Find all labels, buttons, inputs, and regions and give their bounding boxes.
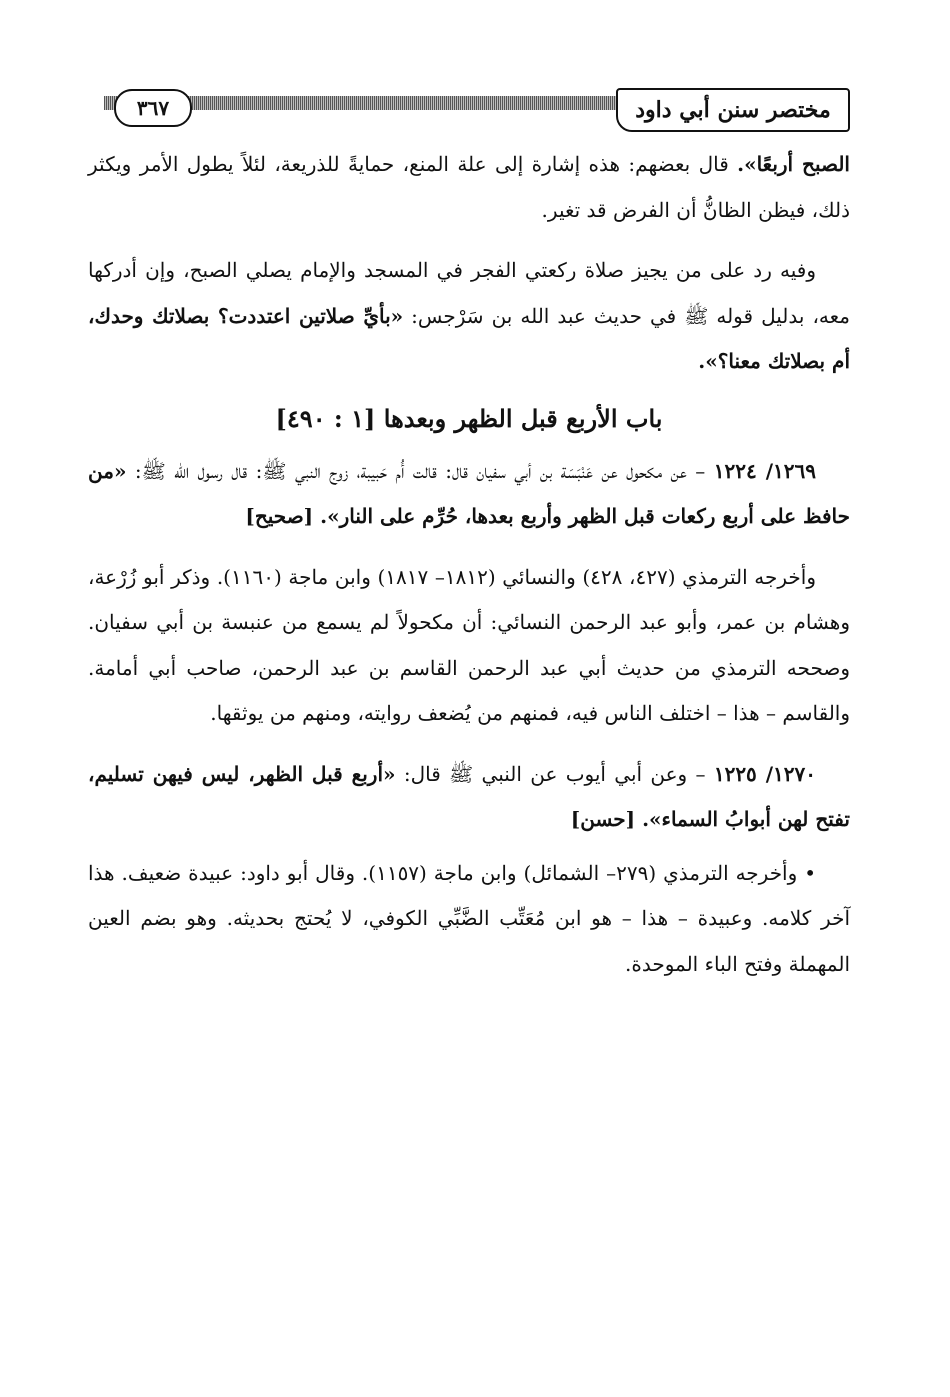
paragraph-commentary <box>88 248 850 385</box>
hadith-quote: «بأيِّ صلاتين اعتددت؟ بصلاتك وحدك، أم بصلاتك معنا؟». <box>88 303 850 373</box>
paragraph-continuation <box>88 142 850 233</box>
hadith-number: ١٢٧٠/ ١٢٢٥ <box>713 761 816 786</box>
hadith-grade: [حسن] <box>570 807 643 831</box>
bold-quote-ending: الصبح أربعًا». <box>737 152 850 176</box>
paragraph-text: وأخرجه الترمذي (٤٢٧، ٤٢٨) والنسائي (١٨١٢– ١٨١٧) وابن ماجة (١١٦٠). وذكر أبو زُرْعة، وهشام بن عمر، وأبو عبد الرحمن النسائي: أن مكحولاً لم يسمع من عنبسة بن أبي سفيان. وصححه الترمذي من حديث أبي عبد الرحمن القاسم بن عبد الرحمن، صاحب أبي أمامة. والقاسم – هذا – اختلف الناس فيه، فمنهم من يُضعف روايته، ومنهم من يوثقها. <box>88 564 850 725</box>
hadith-entry <box>88 449 850 540</box>
hadith-chain: – عن مكحول عن عَنْبَسَة بن أبي سفيان قال: قالت أُم حَبيبة، زوج النبي ﷺ: قال رسول الله ﷺ: <box>126 458 714 483</box>
hadith-quote: «من حافظ على أربع ركعات قبل الظهر وأربع بعدها، حُرِّم على النار». <box>88 458 850 528</box>
page-content <box>88 142 850 987</box>
chapter-heading: باب الأربع قبل الظهر وبعدها [١ : ٤٩٠] <box>275 403 663 433</box>
paragraph-text: قال بعضهم: هذه إشارة إلى علة المنع، حمايةً للذريعة، لئلاً يطول الأمر ويكثر ذلك، فيظن الظانُّ أن الفرض قد تغير. <box>88 152 850 222</box>
book-title: مختصر سنن أبي داود <box>616 88 850 132</box>
paragraph-takhrij <box>88 851 850 988</box>
hadith-grade: [صحيح] <box>245 504 321 528</box>
page-header <box>104 93 850 133</box>
hadith-entry <box>88 752 850 843</box>
hadith-quote: «أربع قبل الظهر، ليس فيهن تسليم، تفتح لهن أبوابُ السماء». <box>88 761 850 831</box>
hadith-chain: – وعن أبي أيوب عن النبي ﷺ قال: <box>395 761 714 786</box>
page-number: ٣٦٧ <box>114 89 192 127</box>
paragraph-text: وفيه رد على من يجيز صلاة ركعتي الفجر في المسجد والإمام يصلي الصبح، وإن أدركها معه، بدليل قوله ﷺ في حديث عبد الله بن سَرْجس: <box>88 258 850 328</box>
paragraph-text: • وأخرجه الترمذي (٢٧٩– الشمائل) وابن ماجة (١١٥٧). وقال أبو داود: عبيدة ضعيف. هذا آخر كلامه. وعبيدة – هذا – هو ابن مُعَتِّب الضَّبِّي الكوفي، لا يُحتج بحديثه. وهو بضم العين المهملة وفتح الباء الموحدة. <box>88 860 850 976</box>
hadith-number: ١٢٦٩/ ١٢٢٤ <box>713 458 816 483</box>
paragraph-takhrij <box>88 555 850 737</box>
